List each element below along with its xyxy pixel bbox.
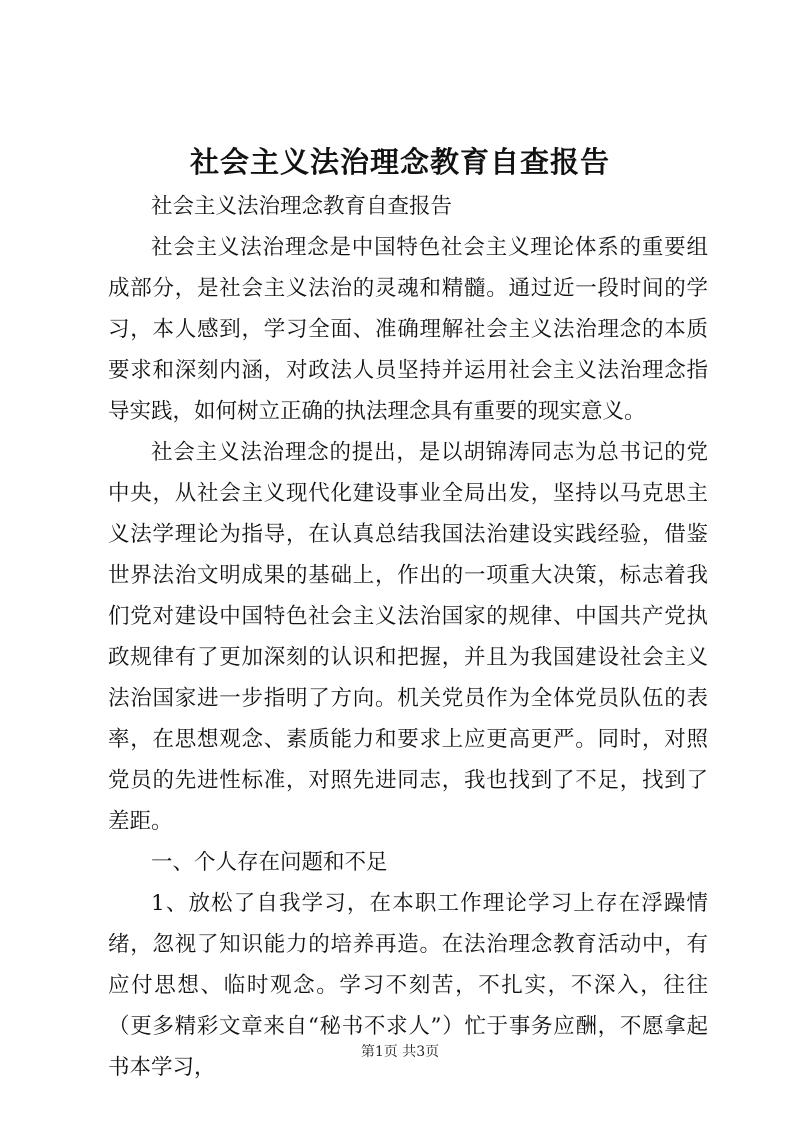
document-title: 社会主义法治理念教育自查报告 (189, 145, 610, 179)
section-heading: 一、个人存在问题和不足 (151, 850, 388, 875)
document-body (108, 186, 708, 1088)
body-paragraph: 社会主义法治理念是中国特色社会主义理论体系的重要组成部分，是社会主义法治的灵魂和精髓。通过近一段时间的学习，本人感到，学习全面、准确理解社会主义法治理念的本质要求和深刻内涵，对政法人员坚持并运用社会主义法治理念指导实践，如何树立正确的执法理念具有重要的现实意义。 (108, 235, 708, 424)
page-number-footer: 第1页 共3页 (360, 1044, 440, 1060)
body-paragraph: 1、放松了自我学习，在本职工作理论学习上存在浮躁情绪，忽视了知识能力的培养再造。在法治理念教育活动中，有应付思想、临时观念。学习不刻苦，不扎实，不深入，往往（更多精彩文章来自“秘书不求人”）忙于事务应酬，不愿拿起书本学习， (108, 891, 708, 1080)
body-paragraph: 社会主义法治理念的提出，是以胡锦涛同志为总书记的党中央，从社会主义现代化建设事业全局出发，坚持以马克思主义法学理论为指导，在认真总结我国法治建设实践经验，借鉴世界法治文明成果的基础上，作出的一项重大决策，标志着我们党对建设中国特色社会主义法治国家的规律、中国共产党执政规律有了更加深刻的认识和把握，并且为我国建设社会主义法治国家进一步指明了方向。机关党员作为全体党员队伍的表率，在思想观念、素质能力和要求上应更高更严。同时，对照党员的先进性标准，对照先进同志，我也找到了不足，找到了差距。 (108, 440, 708, 834)
subtitle-paragraph: 社会主义法治理念教育自查报告 (151, 194, 453, 219)
